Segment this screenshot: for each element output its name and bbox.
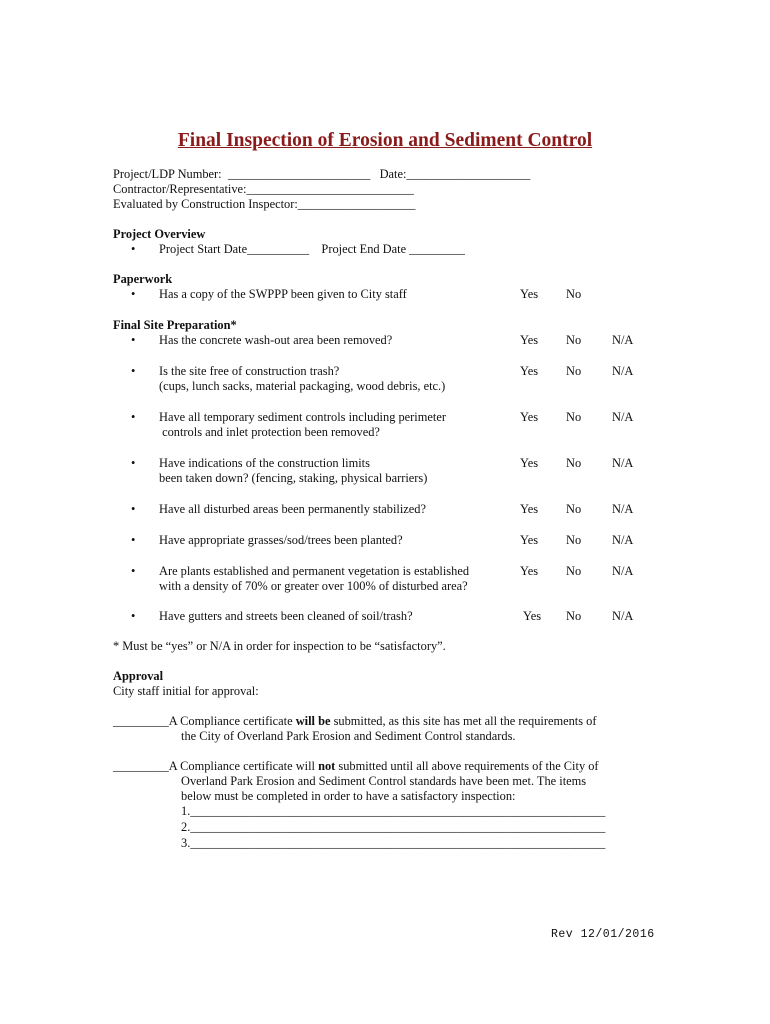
evaluated-by-field: Evaluated by Construction Inspector:___________________ [113, 197, 416, 211]
completion-item-2: 2.___________________________________________________________________ [181, 820, 606, 834]
yes-option: Yes [520, 456, 539, 470]
approval-subtext: City staff initial for approval: [113, 684, 259, 698]
na-option: N/A [612, 456, 634, 470]
no-option: No [566, 410, 582, 424]
bullet: • [131, 410, 136, 424]
no-option: No [566, 456, 582, 470]
yes-option: Yes [520, 502, 539, 516]
question-text: Have all disturbed areas been permanently stabilized? [159, 502, 426, 516]
yes-option: Yes [523, 609, 542, 623]
bullet: • [131, 456, 136, 470]
na-option: N/A [612, 410, 634, 424]
paperwork-heading: Paperwork [113, 272, 173, 286]
approval-option-will-be [113, 714, 596, 729]
na-option: N/A [612, 609, 634, 623]
approval-heading: Approval [113, 669, 164, 683]
option-text-line2: the City of Overland Park Erosion and Sediment Control standards. [181, 729, 516, 743]
question-text: Have gutters and streets been cleaned of soil/trash? [159, 609, 413, 623]
option-text: A Compliance certificate [168, 714, 296, 728]
bullet: • [131, 287, 136, 301]
question-text: Are plants established and permanent vegetation is established with a density of 70% or greater over 100% of disturbed area? [159, 564, 470, 593]
no-option: No [566, 333, 582, 347]
completion-item-3: 3.___________________________________________________________________ [181, 836, 606, 850]
question-text: Has the concrete wash-out area been removed? [159, 333, 393, 347]
initial-blank: _________ [113, 714, 169, 728]
question-text: Has a copy of the SWPPP been given to City staff [159, 287, 407, 301]
bullet: • [131, 333, 136, 347]
contractor-field: Contractor/Representative:___________________________ [113, 182, 414, 196]
bullet: • [131, 609, 136, 623]
option-emphasis: not [318, 759, 336, 773]
yes-option: Yes [520, 364, 539, 378]
na-option: N/A [612, 364, 634, 378]
no-option: No [566, 364, 582, 378]
no-option: No [566, 287, 582, 301]
initial-blank: _________ [113, 759, 169, 773]
bullet: • [131, 242, 136, 256]
no-option: No [566, 502, 582, 516]
option-text: A Compliance certificate will [168, 759, 319, 773]
yes-option: Yes [520, 333, 539, 347]
question-text: Is the site free of construction trash? (cups, lunch sacks, material packaging, wood debris, etc.) [159, 364, 446, 393]
option-text-line3: below must be completed in order to have a satisfactory inspection: [181, 789, 516, 803]
question-text: Have all temporary sediment controls including perimeter controls and inlet protection been removed? [159, 410, 446, 439]
yes-option: Yes [520, 533, 539, 547]
approval-option-not [113, 759, 599, 774]
na-option: N/A [612, 502, 634, 516]
form-title: Final Inspection of Erosion and Sediment Control [177, 130, 593, 151]
yes-option: Yes [520, 410, 539, 424]
footnote: * Must be “yes” or N/A in order for inspection to be “satisfactory”. [113, 639, 446, 653]
na-option: N/A [612, 533, 634, 547]
yes-option: Yes [520, 287, 539, 301]
completion-item-1: 1.___________________________________________________________________ [181, 804, 606, 818]
bullet: • [131, 502, 136, 516]
option-text-line2: Overland Park Erosion and Sediment Control standards have been met. The items [181, 774, 587, 788]
option-emphasis: will be [295, 714, 331, 728]
no-option: No [566, 533, 582, 547]
na-option: N/A [612, 333, 634, 347]
option-text: submitted until all above requirements of the City of [335, 759, 599, 773]
bullet: • [131, 364, 136, 378]
project-overview-heading: Project Overview [113, 227, 206, 241]
no-option: No [566, 609, 582, 623]
no-option: No [566, 564, 582, 578]
na-option: N/A [612, 564, 634, 578]
revision-date: Rev 12/01/2016 [551, 928, 655, 941]
option-text: submitted, as this site has met all the requirements of [330, 714, 597, 728]
bullet: • [131, 564, 136, 578]
question-text: Have appropriate grasses/sod/trees been planted? [159, 533, 403, 547]
final-site-heading: Final Site Preparation* [113, 318, 237, 332]
question-text: Have indications of the construction limits been taken down? (fencing, staking, physical barriers) [159, 456, 428, 485]
bullet: • [131, 533, 136, 547]
project-ldp-date-field: Project/LDP Number: _______________________ Date:____________________ [113, 167, 531, 181]
project-dates-field: Project Start Date__________ Project End Date _________ [159, 242, 465, 256]
yes-option: Yes [520, 564, 539, 578]
